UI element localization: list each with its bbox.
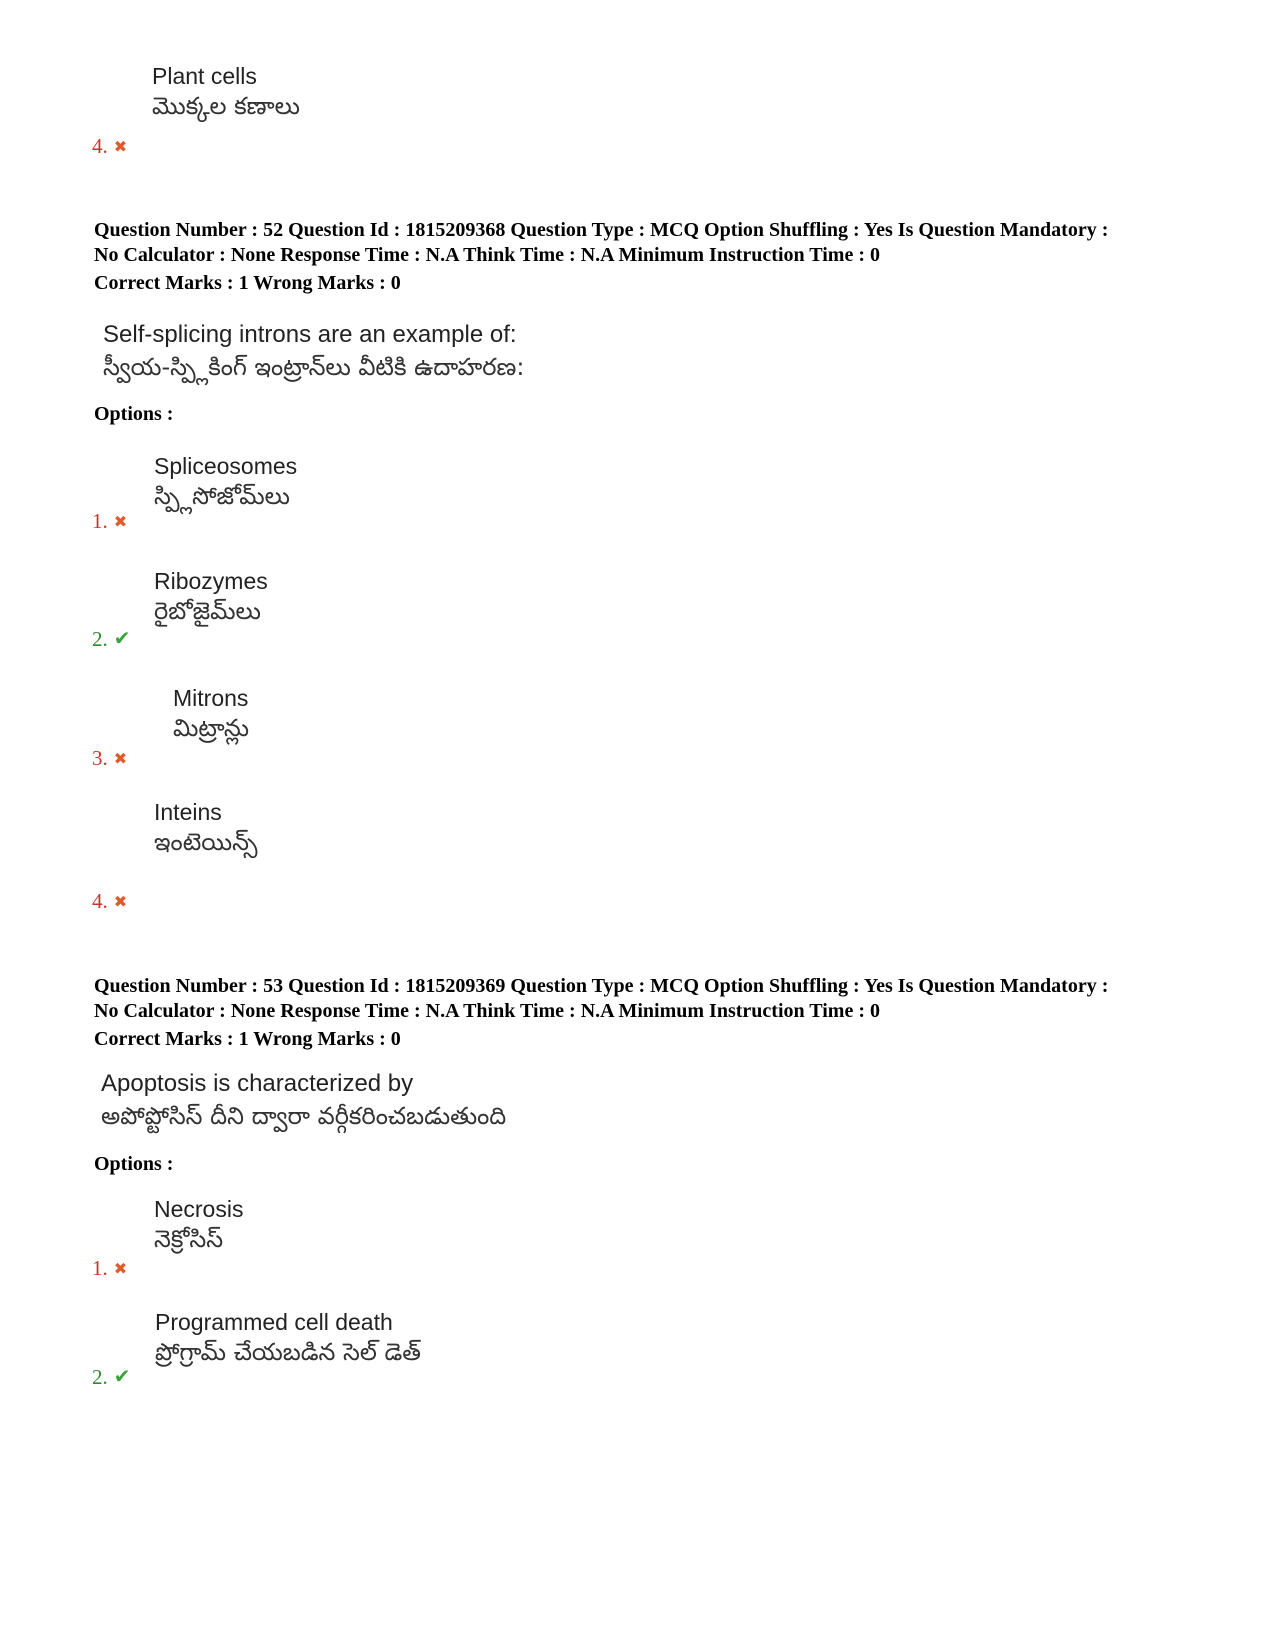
option-content <box>154 567 268 627</box>
question-meta-line: No Calculator : None Response Time : N.A Think Time : N.A Minimum Instruction Time : 0 <box>94 1000 880 1022</box>
option-number <box>92 889 127 914</box>
option-text-english: Plant cells <box>152 63 257 89</box>
option-text-english: Spliceosomes <box>154 453 298 479</box>
options-label: Options : <box>94 1153 174 1175</box>
question-meta-line: Question Number : 52 Question Id : 1815209368 Question Type : MCQ Option Shuffling : Yes Is Question Mandatory : <box>94 219 1109 241</box>
option-text-english: Inteins <box>154 799 222 825</box>
option-text-telugu: ప్రోగ్రామ్ చేయబడిన సెల్ డెత్ <box>155 1338 421 1366</box>
cross-mark-icon: ✖ <box>113 892 128 911</box>
option-content <box>152 62 300 122</box>
option-number <box>92 626 131 651</box>
check-mark-icon: ✔ <box>113 626 131 650</box>
question-meta <box>94 974 1234 1024</box>
question-marks: Correct Marks : 1 Wrong Marks : 0 <box>94 272 401 294</box>
option-number <box>92 746 127 771</box>
option-number-label: 1. <box>92 1256 108 1280</box>
cross-mark-icon: ✖ <box>113 1259 128 1278</box>
cross-mark-icon: ✖ <box>113 512 128 531</box>
option-text-english: Ribozymes <box>154 568 268 594</box>
option-text-telugu: నెక్రోసిస్ <box>154 1225 224 1253</box>
option-content <box>154 452 297 512</box>
question-text <box>103 320 524 384</box>
option-number-label: 4. <box>92 134 108 158</box>
option-text-telugu: స్ప్లిసోజోమ్‌లు <box>154 482 290 510</box>
option-number <box>92 1364 131 1389</box>
question-meta-line: No Calculator : None Response Time : N.A Think Time : N.A Minimum Instruction Time : 0 <box>94 244 880 266</box>
option-number-label: 2. <box>92 627 108 651</box>
option-number <box>92 134 127 159</box>
option-text-english: Mitrons <box>173 685 249 711</box>
option-number <box>92 509 127 534</box>
options-label: Options : <box>94 403 174 425</box>
option-content <box>155 1308 421 1368</box>
question-marks: Correct Marks : 1 Wrong Marks : 0 <box>94 1028 401 1050</box>
question-meta-line: Question Number : 53 Question Id : 1815209369 Question Type : MCQ Option Shuffling : Yes Is Question Mandatory : <box>94 975 1109 997</box>
option-text-english: Necrosis <box>154 1196 244 1222</box>
question-text-english: Self-splicing introns are an example of: <box>103 321 517 348</box>
question-text-telugu: స్వీయ-స్ప్లికింగ్ ఇంట్రాన్‌లు వీటికి ఉదాహరణ: <box>103 353 525 381</box>
option-number-label: 3. <box>92 746 108 770</box>
question-text-telugu: అపోప్టోసిస్ దీని ద్వారా వర్గీకరించబడుతుంది <box>101 1102 507 1130</box>
option-content <box>154 1195 243 1255</box>
option-text-telugu: రైబోజైమ్‌లు <box>154 597 261 625</box>
option-text-telugu: మిట్రాన్లు <box>173 714 250 742</box>
option-text-telugu: మొక్కల కణాలు <box>152 92 300 120</box>
option-text-english: Programmed cell death <box>155 1309 393 1335</box>
option-number-label: 1. <box>92 509 108 533</box>
question-meta <box>94 218 1234 268</box>
cross-mark-icon: ✖ <box>113 749 128 768</box>
option-content <box>173 684 249 744</box>
option-number-label: 2. <box>92 1365 108 1389</box>
option-content <box>154 798 258 858</box>
check-mark-icon: ✔ <box>113 1364 131 1388</box>
option-number-label: 4. <box>92 889 108 913</box>
question-text-english: Apoptosis is characterized by <box>101 1070 414 1097</box>
option-text-telugu: ఇంటెయిన్స్ <box>154 828 258 856</box>
option-number <box>92 1256 127 1281</box>
question-text <box>101 1069 506 1133</box>
cross-mark-icon: ✖ <box>113 137 128 156</box>
